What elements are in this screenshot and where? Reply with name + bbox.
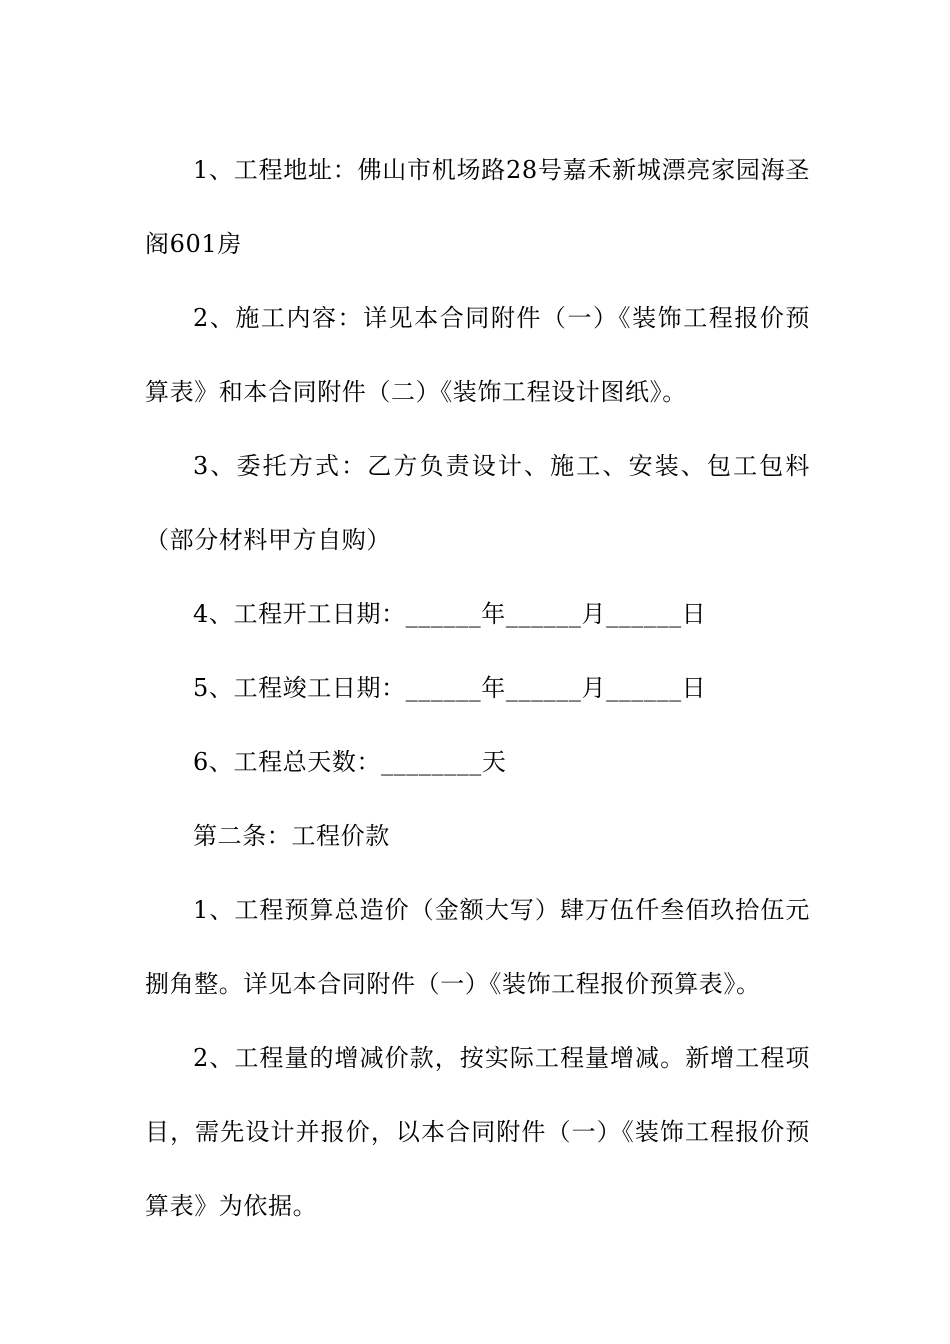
clause-start-date: 4、工程开工日期：______年______月______日 [193, 600, 707, 628]
clause-completion-date: 5、工程竣工日期：______年______月______日 [193, 674, 707, 702]
clause-total-budget: 1、工程预算总造价（金额大写）肆万伍仟叁佰玖拾伍元捌角整。详见本合同附件（一）《装饰工程报价预算表》。 [145, 896, 810, 998]
clause-total-days: 6、工程总天数：________天 [193, 748, 507, 776]
clause-construction-content: 2、施工内容：详见本合同附件（一）《装饰工程报价预算表》和本合同附件（二）《装饰工程设计图纸》。 [145, 304, 810, 406]
clause-quantity-adjustment: 2、工程量的增减价款，按实际工程量增减。新增工程项目，需先设计并报价，以本合同附件（一）《装饰工程报价预算表》为依据。 [145, 1044, 810, 1220]
clause-project-address: 1、工程地址：佛山市机场路28号嘉禾新城漂亮家园海圣阁601房 [145, 156, 810, 258]
clause-commission-method: 3、委托方式：乙方负责设计、施工、安装、包工包料（部分材料甲方自购） [145, 452, 810, 554]
section-heading-project-price: 第二条：工程价款 [193, 822, 390, 850]
document-body [145, 133, 810, 1243]
